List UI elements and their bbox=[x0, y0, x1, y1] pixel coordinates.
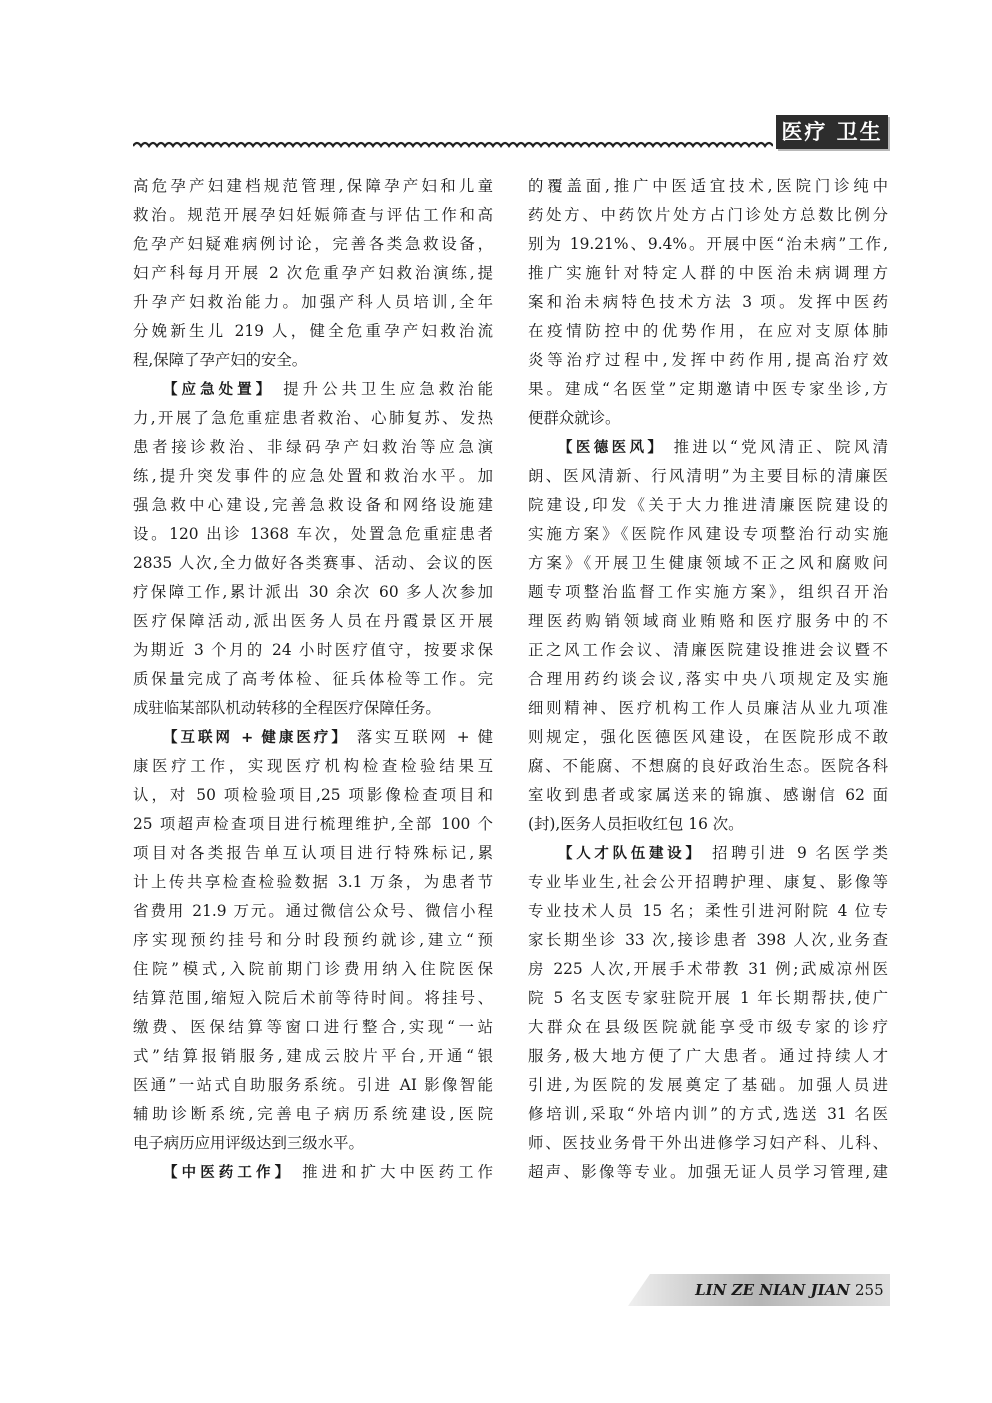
text-line: 危孕产妇疑难病例讨论，完善各类急救设备， bbox=[133, 235, 493, 253]
text-line: 为期近 3 个月的 24 小时医疗值守，按要求保 bbox=[133, 641, 493, 659]
text-line: 认，对 50 项检验项目,25 项影像检查项目和 bbox=[133, 786, 493, 804]
text-line: 高危孕产妇建档规范管理,保障孕产妇和儿童 bbox=[133, 177, 493, 195]
text-line: 医疗保障活动,派出医务人员在丹霞景区开展 bbox=[133, 612, 493, 630]
paragraph-maternal-care bbox=[133, 172, 493, 375]
text-line: 师、医技业务骨干外出进修学习妇产科、儿科、 bbox=[528, 1134, 888, 1152]
text-span: 推进和扩大中医药工作 bbox=[302, 1163, 493, 1181]
section-keyword: 【人才队伍建设】 bbox=[558, 846, 704, 862]
text-line: 式”结算报销服务,建成云胶片平台,开通“银 bbox=[133, 1047, 493, 1065]
text-line: 果。建成“名医堂”定期邀请中医专家坐诊,方 bbox=[528, 380, 888, 398]
text-line: 药处方、中药饮片处方占门诊处方总数比例分 bbox=[528, 206, 888, 224]
text-line: 设。120 出诊 1368 车次，处置急危重症患者 bbox=[133, 525, 493, 543]
text-line: 别为 19.21%、9.4%。开展中医“治未病”工作, bbox=[528, 235, 888, 253]
right-column bbox=[528, 172, 888, 1187]
paragraph-internet-healthcare bbox=[133, 723, 493, 1158]
text-line bbox=[528, 433, 888, 462]
text-line: 引进,为医院的发展奠定了基础。加强人员进 bbox=[528, 1076, 888, 1094]
text-line: 便群众就诊。 bbox=[528, 409, 621, 427]
text-line: 力,开展了急危重症患者救治、心肺复苏、发热 bbox=[133, 409, 493, 427]
section-keyword: 【中医药工作】 bbox=[163, 1165, 294, 1181]
text-line: 康医疗工作，实现医疗机构检查检验结果互 bbox=[133, 757, 493, 775]
text-line: 练,提升突发事件的应急处置和救治水平。加 bbox=[133, 467, 493, 485]
section-title: 医疗 卫生 bbox=[776, 115, 888, 149]
text-line: 推广实施针对特定人群的中医治未病调理方 bbox=[528, 264, 888, 282]
paragraph-emergency-response bbox=[133, 375, 493, 723]
text-line: 超声、影像等专业。加强无证人员学习管理,建 bbox=[528, 1163, 888, 1181]
paragraph-tcm-continued bbox=[528, 172, 888, 433]
text-line: 专业技术人员 15 名；柔性引进河附院 4 位专 bbox=[528, 902, 888, 920]
paragraph-tcm-work bbox=[133, 1158, 493, 1187]
text-line: 专业毕业生,社会公开招聘护理、康复、影像等 bbox=[528, 873, 888, 891]
text-line: 案和治未病特色技术方法 3 项。发挥中医药 bbox=[528, 293, 888, 311]
text-line: 省费用 21.9 万元。通过微信公众号、微信小程 bbox=[133, 902, 493, 920]
text-span: 推进以“党风清正、院风清 bbox=[673, 438, 888, 456]
text-line: 升孕产妇救治能力。加强产科人员培训,全年 bbox=[133, 293, 493, 311]
text-line: 患者接诊救治、非绿码孕产妇救治等应急演 bbox=[133, 438, 493, 456]
text-span: 提升公共卫生应急救治能 bbox=[283, 380, 493, 398]
text-line: 成驻临某部队机动转移的全程医疗保障任务。 bbox=[133, 699, 441, 717]
header-wavy-rule bbox=[133, 138, 773, 152]
text-line: (封),医务人员拒收红包 16 次。 bbox=[528, 815, 744, 833]
text-line: 医通”一站式自助服务系统。引进 AI 影像智能 bbox=[133, 1076, 493, 1094]
text-line: 合理用药约谈会议,落实中央八项规定及实施 bbox=[528, 670, 888, 688]
text-line: 救治。规范开展孕妇妊娠筛查与评估工作和高 bbox=[133, 206, 493, 224]
section-keyword: 【医德医风】 bbox=[558, 440, 666, 456]
text-line: 计上传共享检查检验数据 3.1 万条，为患者节 bbox=[133, 873, 493, 891]
text-line: 则规定，强化医德医风建设，在医院形成不敢 bbox=[528, 728, 888, 746]
text-line: 服务,极大地方便了广大患者。通过持续人才 bbox=[528, 1047, 888, 1065]
text-line: 辅助诊断系统,完善电子病历系统建设,医院 bbox=[133, 1105, 493, 1123]
text-line: 质保量完成了高考体检、征兵体检等工作。完 bbox=[133, 670, 493, 688]
text-line: 结算范围,缩短入院后术前等待时间。将挂号、 bbox=[133, 989, 493, 1007]
text-line: 强急救中心建设,完善急救设备和网络设施建 bbox=[133, 496, 493, 514]
paragraph-talent-building bbox=[528, 839, 888, 1187]
text-line bbox=[133, 375, 493, 404]
text-line: 在疫情防控中的优势作用，在应对支原体肺 bbox=[528, 322, 888, 340]
text-line: 缴费、医保结算等窗口进行整合,实现“一站 bbox=[133, 1018, 493, 1036]
text-line bbox=[133, 723, 493, 752]
text-line: 的覆盖面,推广中医适宜技术,医院门诊纯中 bbox=[528, 177, 888, 195]
text-line: 室收到患者或家属送来的锦旗、感谢信 62 面 bbox=[528, 786, 888, 804]
paragraph-medical-ethics bbox=[528, 433, 888, 839]
section-keyword: 【互联网 + 健康医疗】 bbox=[163, 730, 349, 746]
text-line bbox=[528, 839, 888, 868]
text-span: 落实互联网 + 健 bbox=[356, 728, 493, 746]
text-line: 程,保障了孕产妇的安全。 bbox=[133, 351, 308, 369]
text-line: 项目对各类报告单互认项目进行特殊标记,累 bbox=[133, 844, 493, 862]
text-line: 2835 人次,全力做好各类赛事、活动、会议的医 bbox=[133, 554, 493, 572]
text-line: 分娩新生儿 219 人，健全危重孕产妇救治流 bbox=[133, 322, 493, 340]
text-line: 修培训,采取“外培内训”的方式,选送 31 名医 bbox=[528, 1105, 888, 1123]
text-line: 细则精神、医疗机构工作人员廉洁从业九项准 bbox=[528, 699, 888, 717]
text-line: 腐、不能腐、不想腐的良好政治生态。医院各科 bbox=[528, 757, 888, 775]
text-line: 疗保障工作,累计派出 30 余次 60 多人次参加 bbox=[133, 583, 493, 601]
page-number: 255 bbox=[855, 1281, 884, 1299]
journal-name: LIN ZE NIAN JIAN bbox=[695, 1281, 850, 1299]
text-line: 房 225 人次,开展手术带教 31 例;武威凉州医 bbox=[528, 960, 888, 978]
text-line: 正之风工作会议、清廉医院建设推进会议暨不 bbox=[528, 641, 888, 659]
text-line: 电子病历应用评级达到三级水平。 bbox=[133, 1134, 364, 1152]
text-line: 理医药购销领域商业贿赂和医疗服务中的不 bbox=[528, 612, 888, 630]
left-column bbox=[133, 172, 493, 1187]
text-line: 25 项超声检查项目进行梳理维护,全部 100 个 bbox=[133, 815, 493, 833]
text-line: 院 5 名支医专家驻院开展 1 年长期帮扶,使广 bbox=[528, 989, 888, 1007]
text-line: 家长期坐诊 33 次,接诊患者 398 人次,业务查 bbox=[528, 931, 888, 949]
text-line: 大群众在县级医院就能享受市级专家的诊疗 bbox=[528, 1018, 888, 1036]
text-line: 妇产科每月开展 2 次危重孕产妇救治演练,提 bbox=[133, 264, 493, 282]
text-line: 住院”模式,入院前期门诊费用纳入住院医保 bbox=[133, 960, 493, 978]
text-line: 题专项整治监督工作实施方案》，组织召开治 bbox=[528, 583, 888, 601]
text-span: 招聘引进 9 名医学类 bbox=[712, 844, 889, 862]
text-line: 朗、医风清新、行风清明”为主要目标的清廉医 bbox=[528, 467, 888, 485]
text-line: 院建设,印发《关于大力推进清廉医院建设的 bbox=[528, 496, 888, 514]
text-line: 实施方案》《医院作风建设专项整治行动实施 bbox=[528, 525, 888, 543]
text-line: 序实现预约挂号和分时段预约就诊,建立“预 bbox=[133, 931, 493, 949]
text-line: 炎等治疗过程中,发挥中药作用,提高治疗效 bbox=[528, 351, 888, 369]
text-line: 方案》《开展卫生健康领域不正之风和腐败问 bbox=[528, 554, 888, 572]
section-keyword: 【应急处置】 bbox=[163, 382, 275, 398]
text-line bbox=[133, 1158, 493, 1187]
